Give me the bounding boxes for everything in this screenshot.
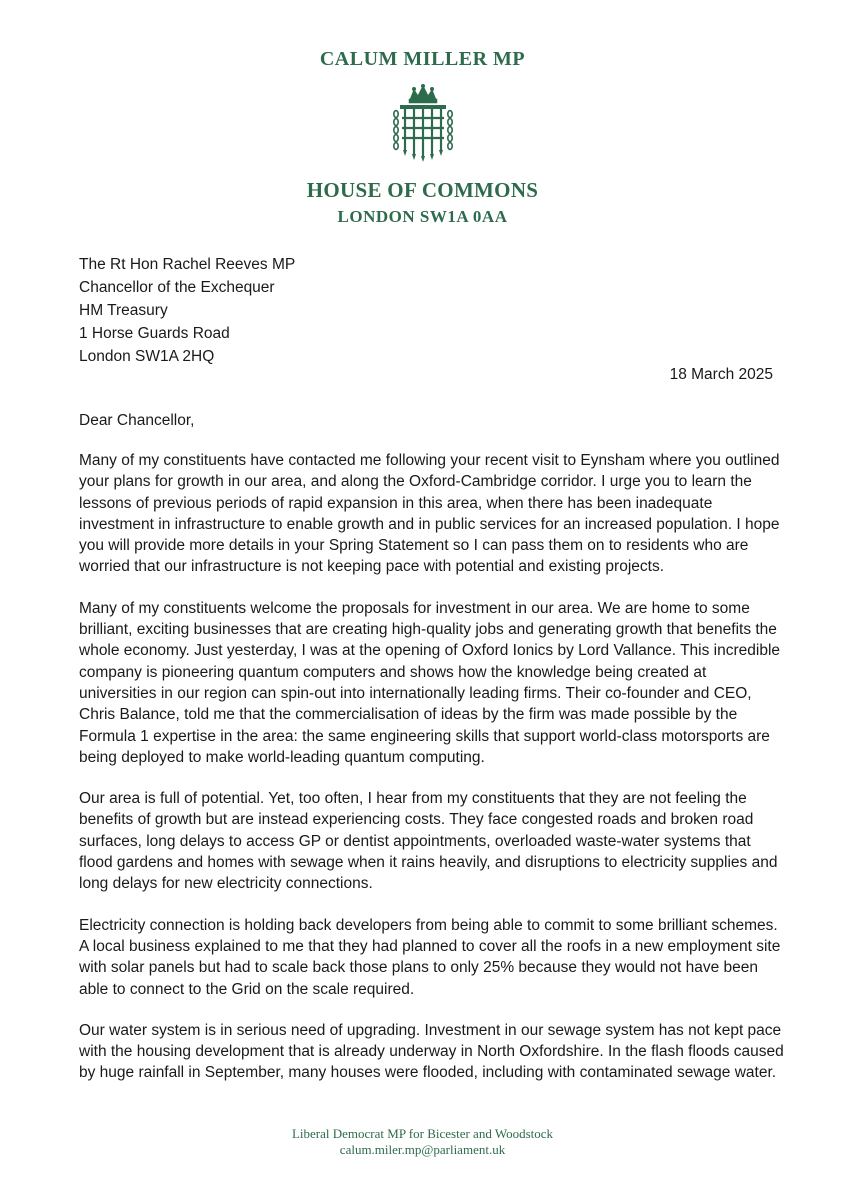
paragraph — [79, 915, 779, 1000]
recipient-line: 1 Horse Guards Road — [79, 325, 230, 342]
letter-footer — [0, 1126, 845, 1158]
paragraph-line: Many of my constituents have contacted me following your recent visit to Eynsham where you outlined — [79, 452, 780, 469]
paragraph — [79, 598, 779, 768]
paragraph-line: Many of my constituents welcome the proposals for investment in our area. We are home to some — [79, 599, 750, 617]
recipient-line: HM Treasury — [79, 302, 168, 319]
salutation: Dear Chancellor, — [79, 412, 195, 429]
paragraph-line: long delays for new electricity connections. — [79, 875, 373, 893]
paragraph — [79, 450, 779, 578]
paragraph-line: company is pioneering quantum computers and shows how the knowledge being created at — [79, 663, 707, 681]
paragraph — [79, 788, 779, 894]
paragraph-line: universities in our region can spin-out into internationally leading firms. Their co-founder and CEO, — [79, 684, 752, 702]
paragraph-line: Our water system is in serious need of upgrading. Investment in our sewage system has not kept pace — [79, 1021, 782, 1039]
paragraph-line: Formula 1 expertise in the area: the same engineering skills that support world-class motorsports are — [79, 727, 770, 745]
paragraph-line: investment in infrastructure to enable growth and in public services for an increased population. I hope — [79, 515, 780, 533]
paragraph-line: lessons of previous periods of rapid expansion in this area, when there has been inadequate — [79, 494, 713, 512]
paragraph-line: brilliant, exciting businesses that are creating high-quality jobs and generating growth that benefits the — [79, 621, 777, 639]
paragraph-line: with the housing development that is already underway in North Oxfordshire. In the flash floods caused — [79, 1043, 784, 1061]
letter-date: 18 March 2025 — [669, 366, 773, 383]
paragraph-line: your plans for growth in our area, and along the Oxford-Cambridge corridor. I urge you to learn the — [79, 473, 752, 491]
recipient-line: London SW1A 2HQ — [79, 348, 215, 365]
paragraph-line: Chris Balance, told me that the commercialisation of ideas by the firm was made possible by the — [79, 706, 738, 724]
paragraph-line: A local business explained to me that they had planned to cover all the roofs in a new employment site — [79, 937, 781, 955]
paragraph-line: able to connect to the Grid on the scale required. — [79, 980, 415, 998]
house-of-commons-title: HOUSE OF COMMONS — [306, 178, 539, 202]
letter-body — [79, 450, 784, 1104]
paragraph-line: worried that our infrastructure is not keeping pace with potential and existing projects. — [79, 558, 665, 576]
paragraph-line: by huge rainfall in September, many houses were flooded, including with contaminated sewage water. — [79, 1064, 777, 1082]
letterhead-address: LONDON SW1A 0AA — [337, 207, 508, 226]
footer-email: calum.miler.mp@parliament.uk — [339, 1142, 506, 1157]
recipient-line: The Rt Hon Rachel Reeves MP — [79, 256, 296, 273]
paragraph-line: flood gardens and homes with sewage when it rains heavily, and disruptions to electricity supplies and — [79, 854, 778, 872]
footer-constituency: Liberal Democrat MP for Bicester and Woodstock — [291, 1126, 554, 1141]
paragraph-line: Our area is full of potential. Yet, too often, I hear from my constituents that they are not feeling the — [79, 790, 747, 808]
recipient-address — [79, 253, 295, 368]
paragraph-line: benefits of growth but are instead experiencing costs. They face congested roads and broken road — [79, 811, 754, 829]
mp-name: CALUM MILLER MP — [319, 48, 526, 70]
paragraph — [79, 1020, 784, 1084]
paragraph-line: Electricity connection is holding back developers from being able to commit to some brilliant schemes. — [79, 916, 778, 934]
paragraph-line: surfaces, long delays to access GP or dentist appointments, overloaded waste-water systems that — [79, 832, 751, 850]
paragraph-line: you will provide more details in your Spring Statement so I can pass them on to residents who are — [79, 537, 749, 555]
paragraph-line: whole economy. Just yesterday, I was at the opening of Oxford Ionics by Lord Vallance. This incredible — [79, 642, 781, 660]
paragraph-line: being deployed to make world-leading quantum computing. — [79, 748, 485, 766]
paragraph-line: with solar panels but had to scale back those plans to only 25% because they would not have been — [79, 959, 759, 977]
recipient-line: Chancellor of the Exchequer — [79, 279, 275, 296]
portcullis-icon — [388, 84, 458, 164]
